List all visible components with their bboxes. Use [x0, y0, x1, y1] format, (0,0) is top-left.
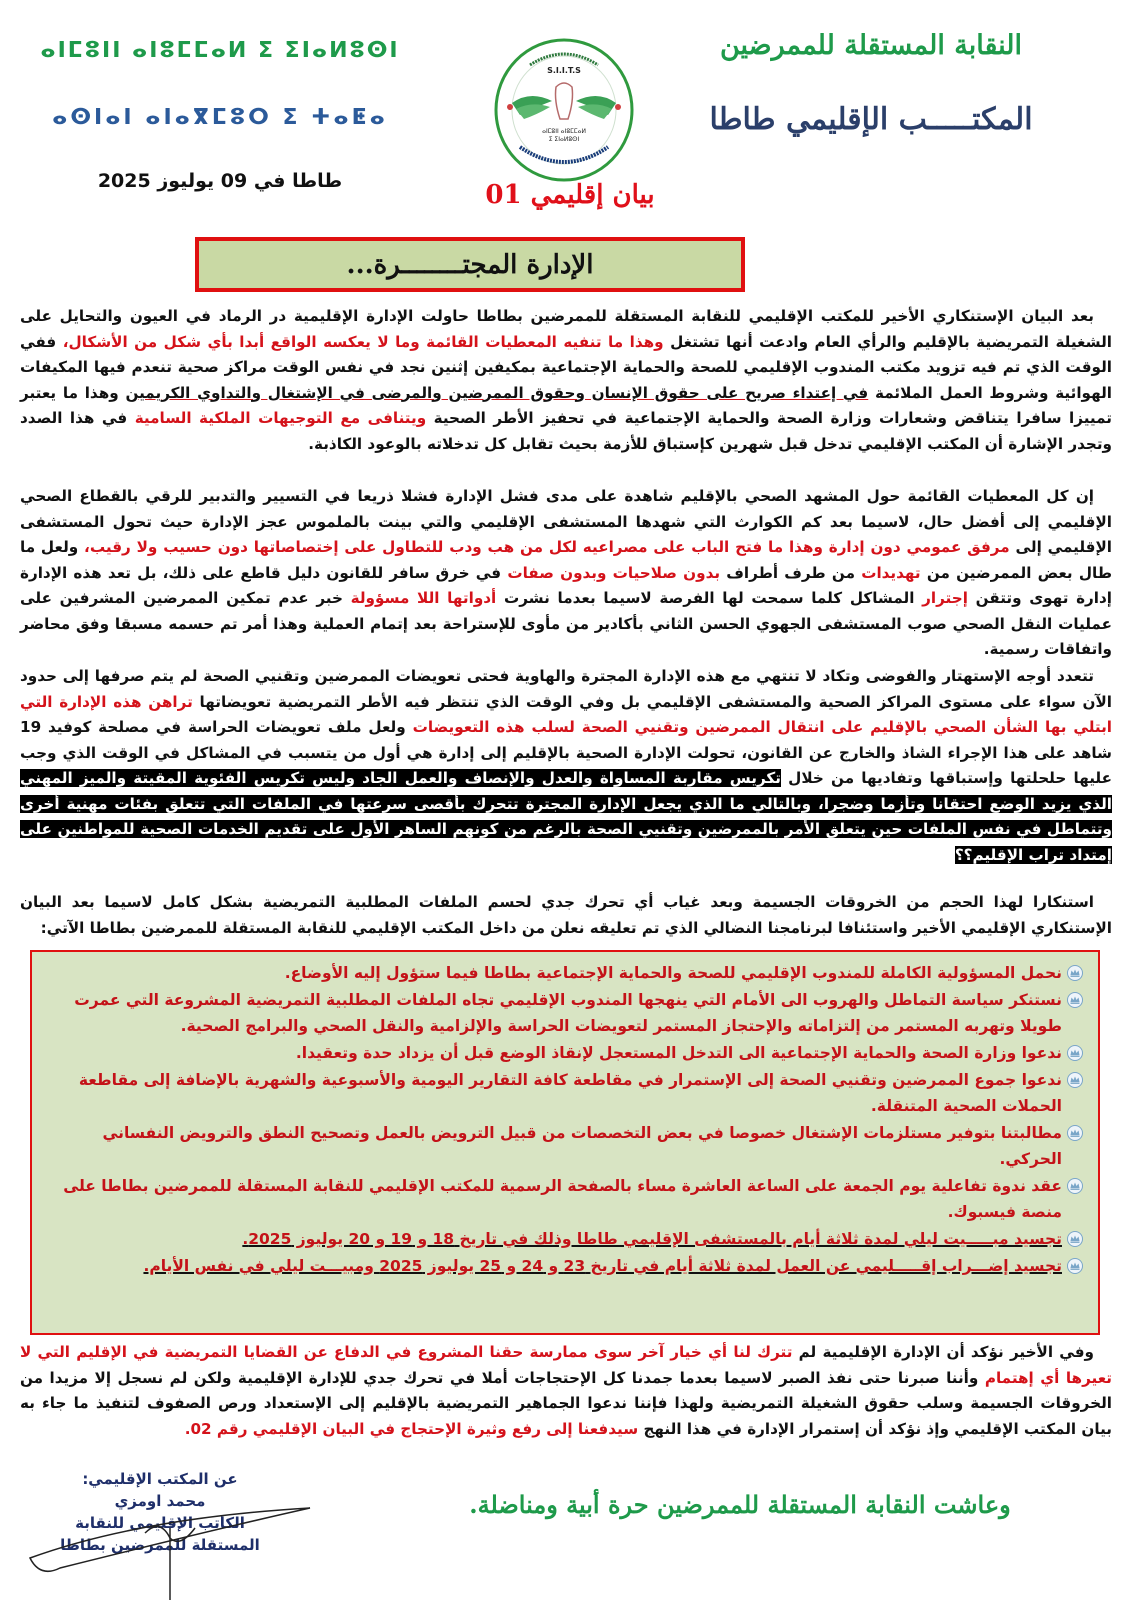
emphasis-red: وهذا ما تنفيه المعطيات القائمة وما لا يعكسه الواقع أبدا بأي شكل من الأشكال،	[62, 332, 664, 351]
emphasis-red: إجترار	[922, 589, 968, 607]
org-name-arabic: النقابة المستقلة للممرضين	[719, 30, 1023, 61]
crown-bullet-icon	[1066, 1044, 1084, 1062]
text-run: وهذا ما يعتبر تمييزا سافرا يتناقض وشعارات وزارة الصحة والحماية الإجتماعية في تحفيز الأطر الصحية	[20, 383, 1112, 427]
emphasis-red: بدون صلاحيات وبدون صفات	[507, 563, 721, 582]
text-run: استنكارا لهذا الحجم من الخروقات الجسيمة وبعد غياب أي تحرك جدي لحسم الملفات المطلبية التمريضية بشكل كامل لاسيما بعد البيان الإستنكاري الإقليمي الأخير واستئنافا لبرنامجنا النضالي الذي تم تعليقه نعلن من داخل المكتب الإقليمي للنقابة المستقلة للممرضين بطاطا الآتي:	[20, 893, 1112, 937]
crown-bullet-icon	[1066, 991, 1084, 1009]
closing-slogan: وعاشت النقابة المستقلة للممرضين حرة أبية ومناضلة.	[469, 1490, 1011, 1519]
demand-item	[54, 1226, 1084, 1252]
office-name-tifinagh: ⴰⵙⵏⴰⵏ ⴰⵏⴰⴳⵎⵓⵔ ⵉ ⵜⴰⵟⴰ	[52, 105, 388, 130]
crown-bullet-icon	[1066, 1124, 1084, 1142]
union-logo-icon	[490, 35, 638, 185]
emphasis-red: تترك لنا أي خيار آخر سوى ممارسة حقنا المشروع في الدفاع عن القضايا التمريضية في الإقليم التي لا تعيرها أي إهتمام	[20, 1343, 1112, 1387]
demand-item	[54, 1253, 1084, 1279]
demand-item	[54, 1120, 1084, 1172]
demand-text: ندعوا جموع الممرضين وتقنيي الصحة إلى الإستمرار في مقاطعة كافة التقارير اليومية والأسبوعية والشهرية بالإضافة إلى مقاطعة الحملات الصحية المتنقلة.	[78, 1071, 1062, 1115]
crown-bullet-icon	[1066, 1071, 1084, 1089]
text-run: ولعل ما طال بعض الممرضين من	[20, 538, 1113, 582]
logo-acronym: S.I.I.T.S	[547, 66, 581, 75]
demand-text: نستنكر سياسة التماطل والهروب الى الأمام التي ينهجها المندوب الإقليمي تجاه الملفات المطلبية التمريضية المشروعة التي عمرت طويلا وتهربه المستمر من إلتزاماته والإحتجاز المستمر لتعويضات الحراسة والإلزامية والنقل الصحي والبرامج الصحية.	[74, 991, 1062, 1035]
crown-bullet-icon	[1066, 1177, 1084, 1195]
document-date: طاطا في 09 يوليوز 2025	[97, 170, 343, 192]
text-run: وأننا صبرنا حتى نفذ الصبر لاسيما بعدما جمدنا كل الإحتجاجات أملا في تحرك جدي للإدارة الإقليمية ولكن لم نسجل إلا مزيدا من الخروقات الجسيمة وسلب حقوق الشغيلة التمريضية ولهذا فإننا ندعوا الجماهير التمريضية بالإقليم إلى الإستعداد ورص الصفوف لتنفيذ ما جاء به بيان المكتب الإقليمي وإذ نؤكد أن إستمرار الإدارة في هذا النهج	[20, 1368, 1112, 1438]
demand-text: عقد ندوة تفاعلية يوم الجمعة على الساعة العاشرة مساء بالصفحة الرسمية للمكتب الإقليمي للنقابة المستقلة للممرضين بطاطا على منصة فيسبوك.	[63, 1177, 1062, 1221]
demand-item	[54, 987, 1084, 1039]
demand-item	[54, 960, 1084, 986]
svg-text:ⴰⵏⵎⵓⵏⵏ ⴰⵏⵓⵎⵎⴰⵍ: ⴰⵏⵎⵓⵏⵏ ⴰⵏⵓⵎⵎⴰⵍ	[542, 128, 586, 135]
demand-text: تجسيد إضـــراب إقـــــليمي عن العمل لمدة ثلاثة أيام في تاريخ 23 و 24 و 25 يوليوز 2025 ومبيـــت ليلي في نفس الأيام.	[143, 1257, 1062, 1275]
emphasis-red: تهديدات	[861, 563, 921, 582]
emphasis-red: سيدفعنا إلى رفع وثيرة الإحتجاج في البيان الإقليمي رقم 02.	[184, 1419, 639, 1438]
crown-bullet-icon	[1066, 1257, 1084, 1275]
emphasis-red: تراهن هذه الإدارة التي ابتلي بها الشأن الصحي بالإقليم على انتقال الممرضين وتقنيي الصحة لسلب هذه التعويضات	[20, 692, 1113, 736]
text-run: في خرق سافر للقانون دليل قاطع على ذلك، بل تعد هذه الإدارة إدارة تهوى وتتقن	[20, 563, 1113, 607]
emphasis-underlined: في إعتداء صريح على حقوق الإنسان وحقوق الممرضين والمرضى في الإشتغال والتداوي الكريمين	[125, 383, 869, 402]
crown-bullet-icon	[1066, 964, 1084, 982]
paragraph-failure	[20, 484, 1112, 663]
signature-block	[40, 1468, 280, 1556]
demand-item	[54, 1040, 1084, 1066]
emphasis-red: مرفق عمومي دون إدارة وهذا ما فتح الباب على مصراعيه لكل من هب ودب للتطاول على إختصاصاتها دون حسيب ولا رقيب،	[84, 538, 1010, 556]
paragraph-conclusion	[20, 1340, 1112, 1442]
demand-text: نحمل المسؤولية الكاملة للمندوب الإقليمي للصحة والحماية الإجتماعية بطاطا فيما ستؤول إليه الأوضاع.	[284, 964, 1062, 982]
text-run: خبر عدم تمكين الممرضين المشرفين على عمليات النقل الصحي صوب المستشفى الجهوي الحسن الثاني بأكادير من مأوى للإستراحة بعد إتمام العملية وهذا أمر تم حسمه مسبقا وفق محاضر واتفاقات رسمية.	[20, 589, 1112, 658]
text-run: ففي الوقت الذي تم فيه تزويد مكتب المندوب الإقليمي للصحة والحماية الإجتماعية بمكيفين إثنين نجد في نفس الوقت مراكز صحية تنعدم فيها المكيفات الهوائية وشروط العمل الملائمة	[20, 332, 1112, 402]
signature-line-1: عن المكتب الإقليمي:	[82, 1470, 238, 1488]
signatory-org: المستقلة للممرضين بطاطا	[60, 1536, 260, 1554]
document-title-box	[195, 237, 745, 292]
letterhead	[0, 0, 1131, 230]
org-name-tifinagh: ⴰⵏⵎⵓⵏⵏ ⴰⵏⵓⵎⵎⴰⵍ ⵉ ⵉⵏⴰⵍⵓⵙⵏ	[40, 38, 400, 63]
emphasis-highlighted: تكريس مقاربة المساواة والعدل والإنصاف والعمل الجاد وليس تكريس الفئوية المقيتة والميز المهني الذي يزيد الوضع احتقانا وتأزما وضجرا، وبالتالي ما الذي يجعل الإدارة المجترة تتحرك بأقصى سرعتها في الملفات التي تتعلق بفئات مهنية أخرى وتتماطل في نفس الملفات حين يتعلق الأمر بالممرضين وتقنيي الصحة بالرغم من كونهم الساهر الأول على تقديم الخدمات الصحية للمواطنين على إمتداد تراب الإقليم؟؟	[20, 769, 1112, 864]
signatory-title: الكاتب الإقليمي للنقابة	[75, 1514, 245, 1532]
text-run: تتعدد أوجه الإستهتار والفوضى وتكاد لا تنتهي مع هذه الإدارة المجترة والهاوية فحتى تعويضات الممرضين وتقنيي الصحة لم يتم صرفها إلى حدود الآن سواء على مستوى المراكز الصحية والمستشفى الإقليمي بل وفي الوقت الذي تنتظر فيه الأطر التمريضية تعويضاتها	[20, 667, 1112, 711]
demand-text: ندعوا وزارة الصحة والحماية الإجتماعية الى التدخل المستعجل لإنقاذ الوضع قبل أن يزداد حدة وتعقيدا.	[295, 1044, 1062, 1062]
paragraph-announcement	[20, 890, 1112, 941]
demand-text: تجسيد مبـــــيت ليلي لمدة ثلاثة أيام بالمستشفى الإقليمي طاطا وذلك في تاريخ 18 و 19 و 20 يوليوز 2025.	[242, 1230, 1062, 1248]
text-run: المشاكل كلما سمحت لها الفرصة لاسيما بعدما نشرت	[496, 589, 923, 607]
demand-item	[54, 1173, 1084, 1225]
emphasis-red: ويتنافى مع التوجيهات الملكية السامية	[134, 409, 427, 427]
text-run: ولعل ملف تعويضات الحراسة في مصلحة كوفيد 19 شاهد على هذا الإجراء الشاذ والخارج عن القانون، تحولت الإدارة الصحية بالإقليم إلى إدارة هي أول من يتسبب في المشاكل في الوقت الذي وجب عليها حلحلتها وإستباقها وتفاديها من خلال	[20, 718, 1113, 787]
text-run: في هذا الصدد وتجدر الإشارة أن المكتب الإقليمي تدخل قبل شهرين كإستباق للأزمة بحيث تقابل كل تدخلاته بالوعود الكاذبة.	[20, 409, 1112, 453]
demand-item	[54, 1067, 1084, 1119]
text-run: من طرف أطراف	[720, 563, 862, 582]
text-run: إن كل المعطيات القائمة حول المشهد الصحي بالإقليم شاهدة على مدى فشل الإدارة فشلا ذريعا في التسيير والتدبير للرقي بالقطاع الصحي الإقليمي إلى أفضل حال، لاسيما بعد كم الكوارث التي شهدها المستشفى الإقليمي والتي بينت بالملموس عجز الإدارة حيث تحول المستشفى الإقليمي إلى	[20, 487, 1113, 556]
svg-text:ⵉ ⵉⵏⴰⵍⵓⵙⵏ: ⵉ ⵉⵏⴰⵍⵓⵙⵏ	[548, 136, 580, 143]
demands-list	[30, 950, 1100, 1335]
office-name-arabic: المكتـــــب الإقليمي طاطا	[709, 102, 1033, 137]
crown-bullet-icon	[1066, 1230, 1084, 1248]
signatory-name: محمد اومزي	[114, 1492, 206, 1510]
document-title: الإدارة المجتــــــــرة...	[346, 249, 594, 280]
demand-text: مطالبتنا بتوفير مستلزمات الإشتغال خصوصا في بعض التخصصات من قبيل الترويض بالعمل وتصحيح النطق والترويض النفساني الحركي.	[102, 1124, 1062, 1168]
statement-number: بيان إقليمي 01	[485, 180, 655, 210]
paragraph-compensation	[20, 664, 1112, 868]
emphasis-red: أدواتها اللا مسؤولة	[350, 589, 497, 607]
text-run: بعد البيان الإستنكاري الأخير للمكتب الإقليمي للنقابة المستقلة للممرضين بطاطا حاولت الإدارة الإقليمية در الرماد في العيون والتحايل على الشغيلة التمريضية بالإقليم والرأي العام وادعت أنها تشتغل	[20, 307, 1112, 351]
text-run: وفي الأخير نؤكد أن الإدارة الإقليمية لم	[792, 1343, 1095, 1361]
paragraph-intro	[20, 304, 1112, 457]
